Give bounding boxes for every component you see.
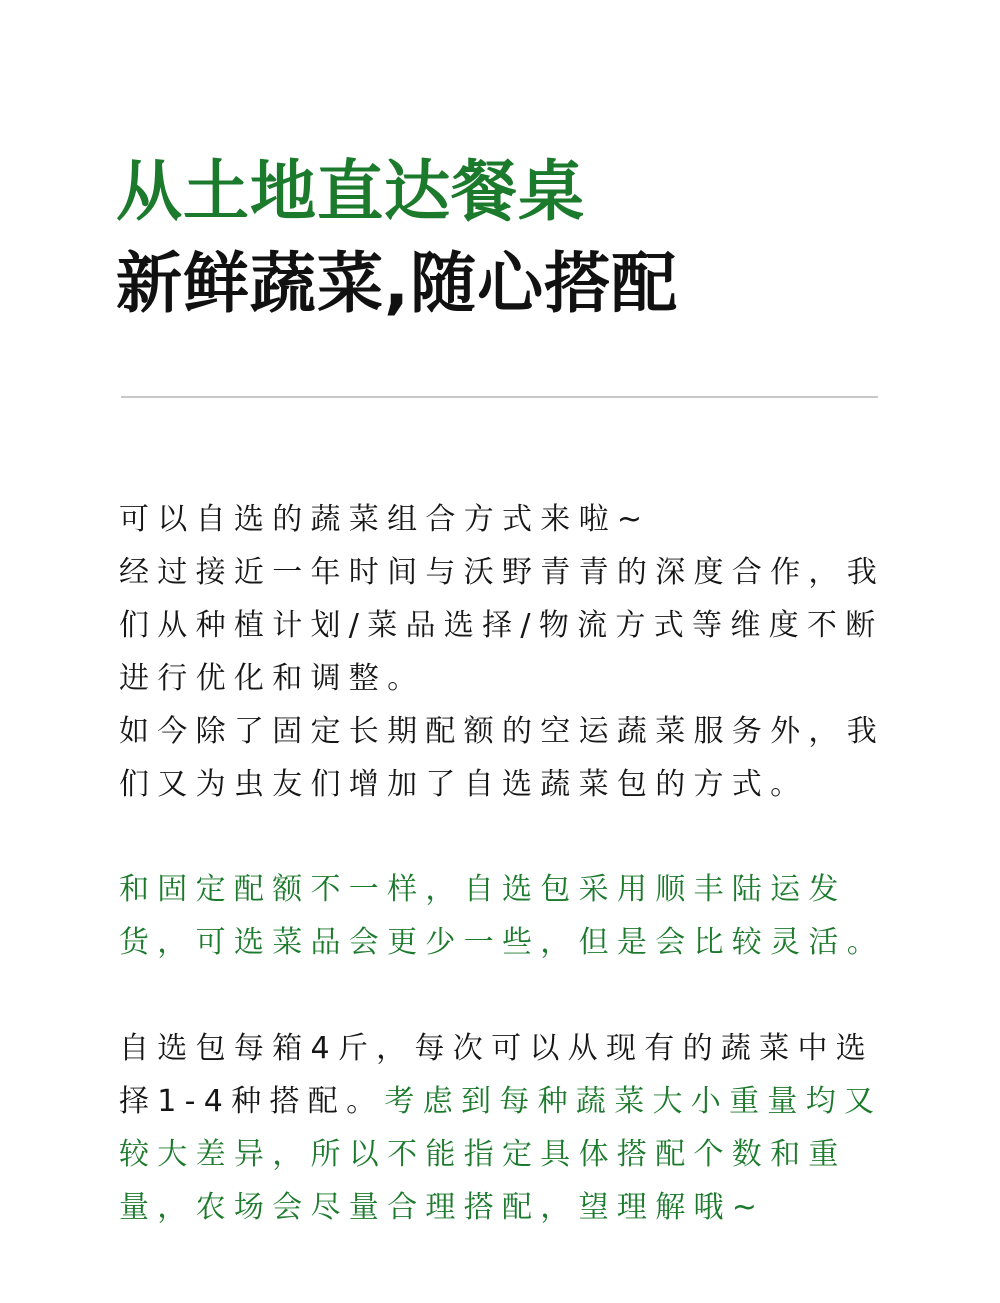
section-divider <box>121 396 878 398</box>
headline-secondary: 新鲜蔬菜,随心搭配 <box>116 245 679 322</box>
intro-line: 可以自选的蔬菜组合方式来啦~ <box>119 502 651 537</box>
highlight-paragraph <box>119 863 899 969</box>
details-line <box>119 1075 899 1128</box>
details-line: 量，农场会尽量合理搭配，望理解哦~ <box>119 1190 766 1225</box>
headline-primary: 从土地直达餐桌 <box>116 153 585 230</box>
details-paragraph <box>119 1022 899 1234</box>
details-green-text: 考虑到每种蔬菜大小重量均又 <box>384 1084 883 1119</box>
intro-line: 进行优化和调整。 <box>119 661 426 696</box>
highlight-line: 货，可选菜品会更少一些，但是会比较灵活。 <box>119 925 885 960</box>
intro-paragraph <box>119 493 899 811</box>
intro-line: 经过接近一年时间与沃野青青的深度合作，我 <box>119 555 885 590</box>
intro-line: 们从种植计划/菜品选择/物流方式等维度不断 <box>119 608 884 643</box>
highlight-line: 和固定配额不一样，自选包采用顺丰陆运发 <box>119 872 847 907</box>
intro-line: 如今除了固定长期配额的空运蔬菜服务外，我 <box>119 714 885 749</box>
intro-line: 们又为虫友们增加了自选蔬菜包的方式。 <box>119 767 809 802</box>
details-line: 自选包每箱4斤，每次可以从现有的蔬菜中选 <box>119 1031 875 1066</box>
details-line: 较大差异，所以不能指定具体搭配个数和重 <box>119 1137 847 1172</box>
details-plain-text: 择1-4种搭配。 <box>119 1084 385 1119</box>
